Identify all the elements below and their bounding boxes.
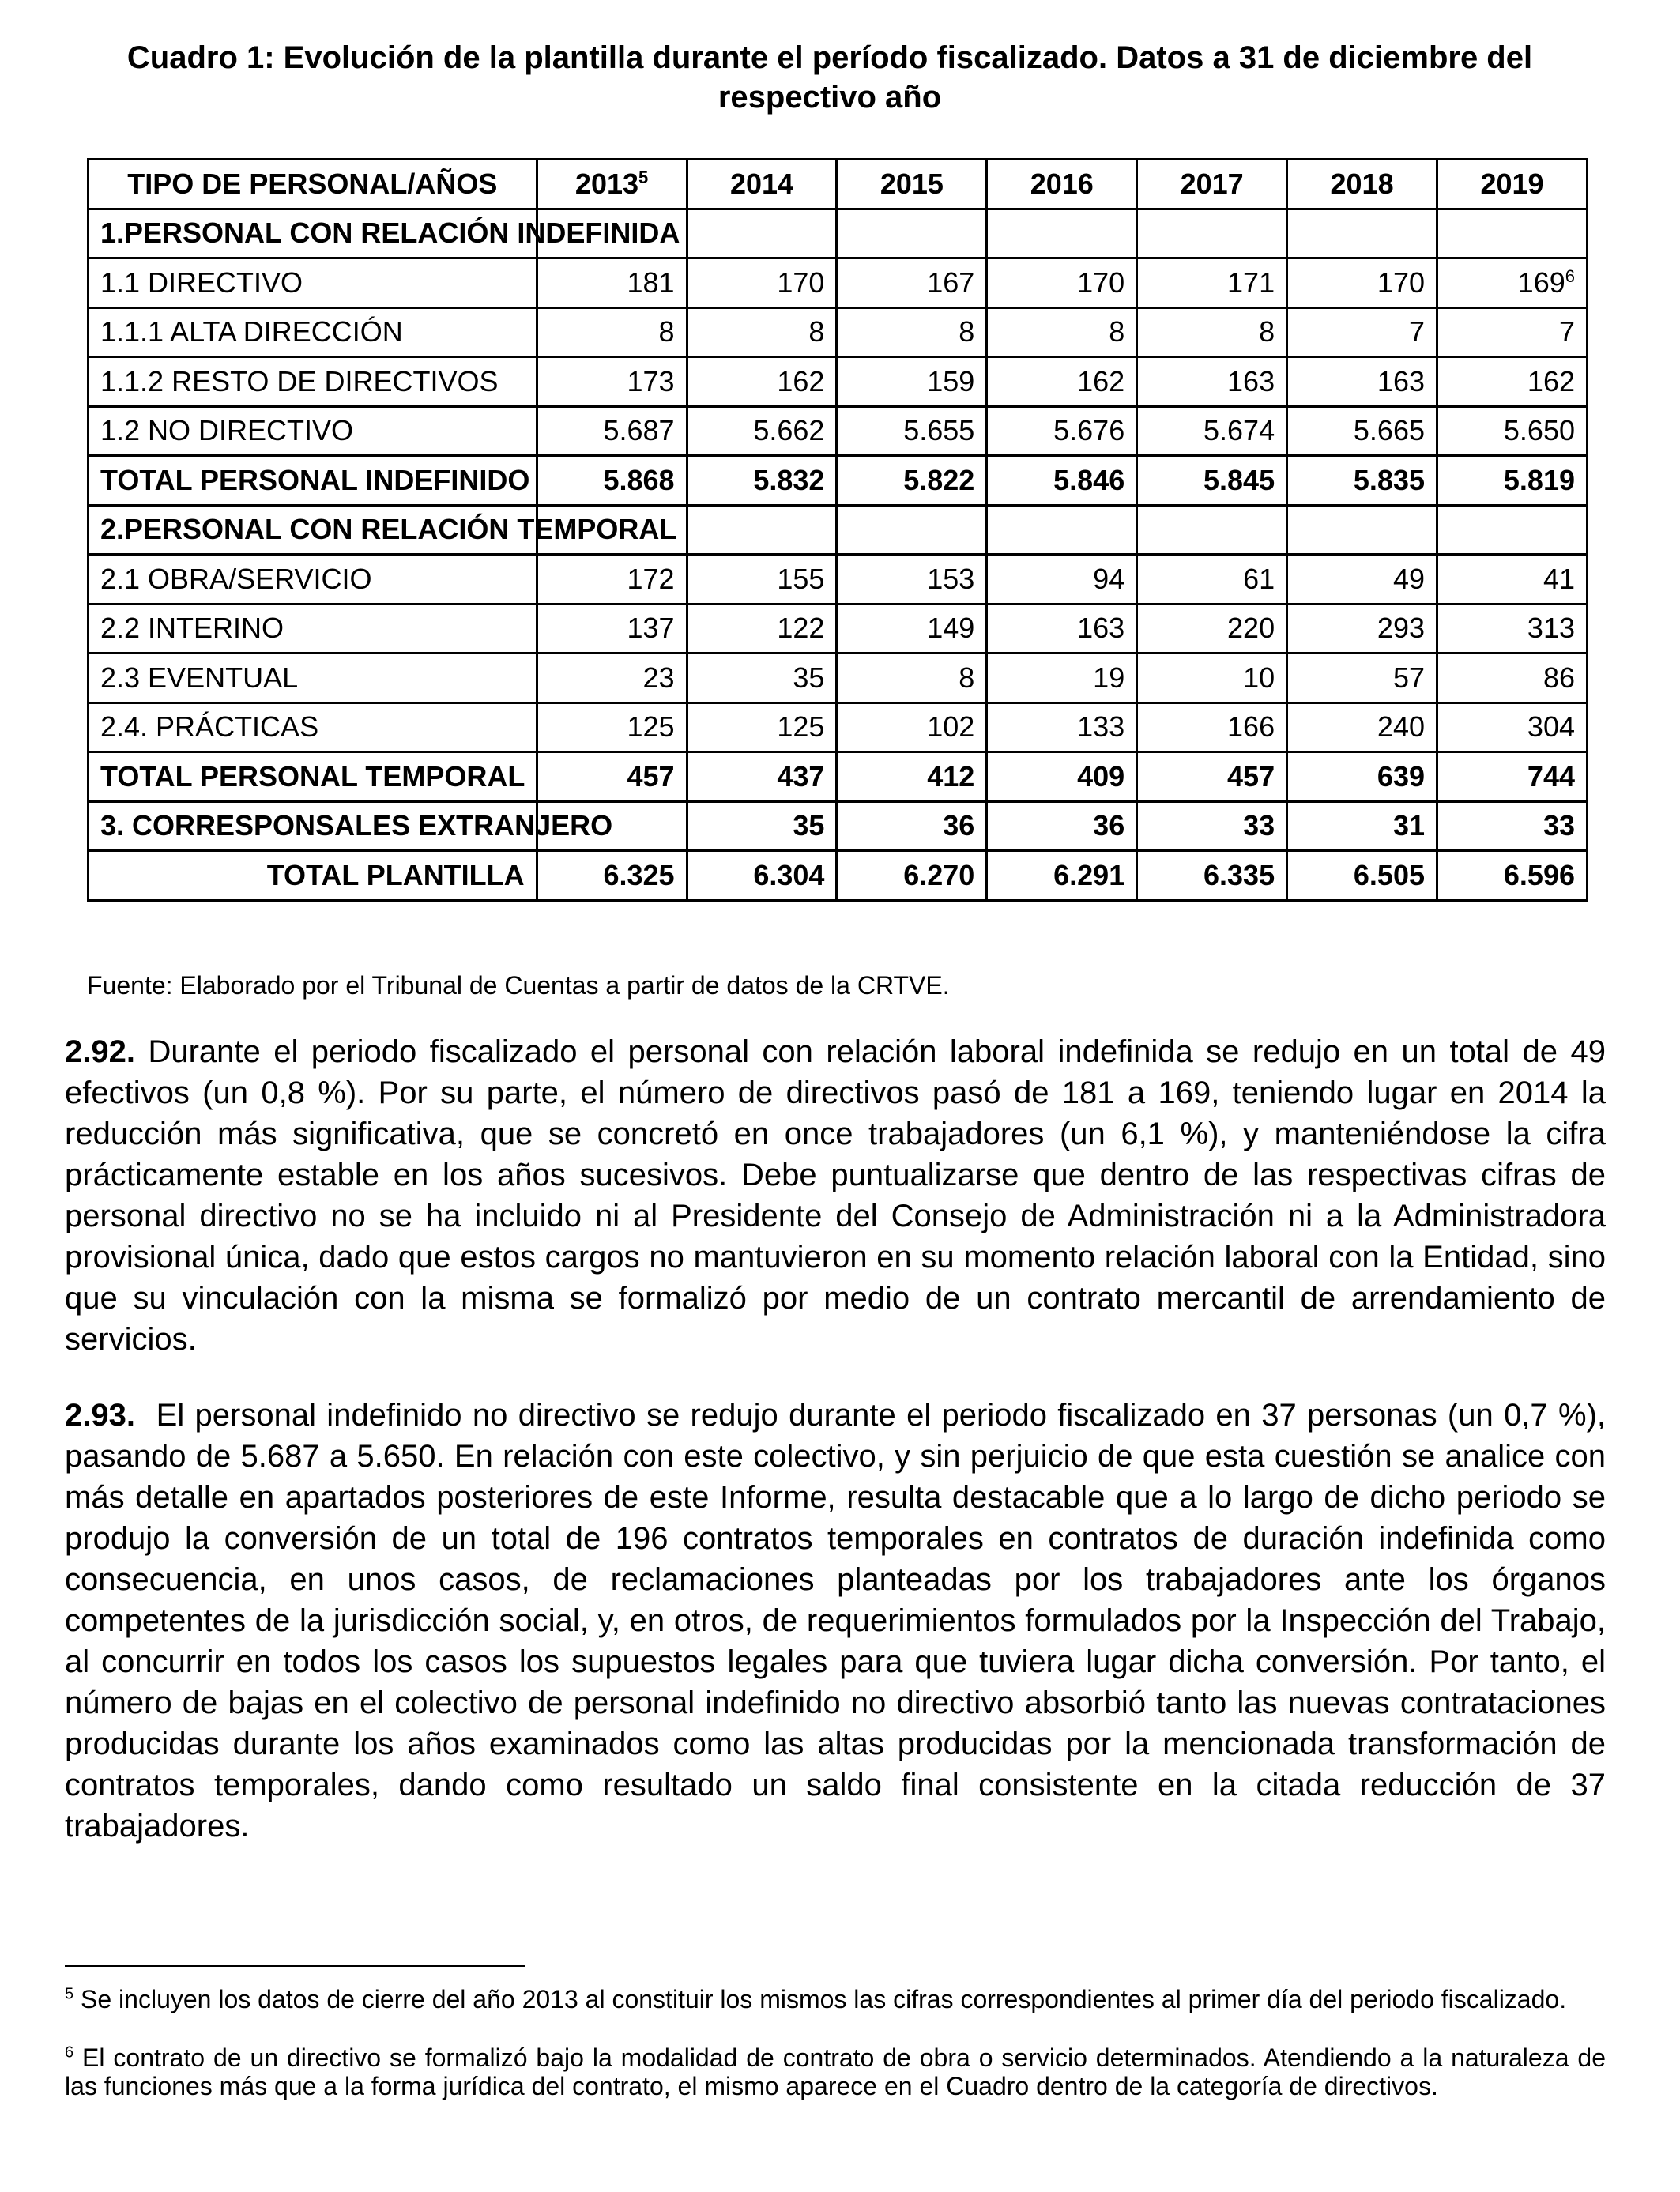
cell: 5.676	[987, 406, 1137, 456]
cell: 162	[687, 357, 837, 407]
footnote-divider	[65, 1965, 525, 1967]
cell: 457	[537, 752, 687, 802]
cell: 220	[1137, 604, 1287, 653]
cell: 409	[987, 752, 1137, 802]
cell: 5.822	[837, 456, 987, 506]
cell: 10	[1137, 653, 1287, 703]
row-label: 1.1.1 ALTA DIRECCIÓN	[89, 307, 537, 357]
cell: 102	[837, 702, 987, 752]
cell: 5.868	[537, 456, 687, 506]
cell: 125	[687, 702, 837, 752]
cell: 171	[1137, 258, 1287, 308]
cell: 240	[1287, 702, 1437, 752]
cell	[837, 505, 987, 555]
caption-lead: Cuadro 1	[126, 40, 265, 75]
header-year: 2013$^5$	[537, 160, 687, 209]
cell: 6.596	[1437, 851, 1588, 901]
cell: 41	[1437, 555, 1588, 604]
row-label: 3. CORRESPONSALES EXTRANJERO	[89, 801, 537, 851]
cell: 61	[1137, 555, 1287, 604]
table-row	[89, 604, 1588, 653]
cell: 23	[537, 653, 687, 703]
cell	[987, 505, 1137, 555]
cell: 94	[987, 555, 1137, 604]
header-year: 2014	[687, 160, 837, 209]
cell: 159	[837, 357, 987, 407]
cell: 412	[837, 752, 987, 802]
cell: 57	[1287, 653, 1437, 703]
header-year: 2019	[1437, 160, 1588, 209]
cell	[837, 209, 987, 258]
row-label: 1.2 NO DIRECTIVO	[89, 406, 537, 456]
table-row	[89, 357, 1588, 407]
header-year: 2015	[837, 160, 987, 209]
cell: 8	[537, 307, 687, 357]
cell: 8	[837, 307, 987, 357]
cell	[1437, 505, 1588, 555]
cell: 173	[537, 357, 687, 407]
table-total-row	[89, 851, 1588, 901]
cell: 31	[1287, 801, 1437, 851]
paragraph-text: Durante el periodo fiscalizado el personal con relación laboral indefinida se redujo en un total de 49 efectivos (un 0,8 %). Por su parte, el número de directivos pasó de 181 a 169, teniendo lugar en 2014 la reducción más significativa, que se concretó en once trabajadores (un 6,1 %), y manteniéndose la cifra prácticamente estable en los años sucesivos. Debe puntualizarse que dentro de las respectivas cifras de personal directivo no se ha incluido ni al Presidente del Consejo de Administración ni a la Administradora provisional única, dado que estos cargos no mantuvieron en su momento relación laboral con la Entidad, sino que su vinculación con la misma se formalizó por medio de un contrato mercantil de arrendamiento de servicios.	[65, 1034, 1606, 1357]
cell: 172	[537, 555, 687, 604]
paragraph-2-93	[65, 1395, 1606, 1847]
cell: 162	[1437, 357, 1588, 407]
cell: 170	[987, 258, 1137, 308]
footnote-ref-5: 5	[638, 167, 649, 187]
footnote-text: Se incluyen los datos de cierre del año 2013 al constituir los mismos las cifras correspondientes al primer día del periodo fiscalizado.	[81, 1985, 1567, 2013]
cell	[1137, 209, 1287, 258]
cell: 5.846	[987, 456, 1137, 506]
table-row	[89, 801, 1588, 851]
paragraph-text: El personal indefinido no directivo se redujo durante el periodo fiscalizado en 37 personas (un 0,7 %), pasando de 5.687 a 5.650. En relación con este colectivo, y sin perjuicio de que esta cuestión se analice con más detalle en apartados posteriores de este Informe, resulta destacable que a lo largo de dicho periodo se produjo la conversión de un total de 196 contratos temporales en contratos de duración indefinida como consecuencia, en unos casos, de reclamaciones planteadas por los trabajadores ante los órganos competentes de la jurisdicción social, y, en otros, de requerimientos formulados por la Inspección del Trabajo, al concurrir en todos los casos los supuestos legales para que tuviera lugar dicha conversión. Por tanto, el número de bajas en el colectivo de personal indefinido no directivo absorbió tanto las nuevas contrataciones producidas durante los años examinados como las altas producidas por la mencionada transformación de contratos temporales, dando como resultado un saldo final consistente en la citada reducción de 37 trabajadores.	[65, 1398, 1606, 1844]
row-label: 1.1.2 RESTO DE DIRECTIVOS	[89, 357, 537, 407]
row-label: 2.4. PRÁCTICAS	[89, 702, 537, 752]
table-row	[89, 307, 1588, 357]
cell: 35	[687, 653, 837, 703]
cell: 163	[987, 604, 1137, 653]
row-label: 1.1 DIRECTIVO	[89, 258, 537, 308]
cell: 8	[837, 653, 987, 703]
cell: 167	[837, 258, 987, 308]
cell: 8	[987, 307, 1137, 357]
cell: 122	[687, 604, 837, 653]
cell: 5.650	[1437, 406, 1588, 456]
table-total-row	[89, 752, 1588, 802]
cell: 33	[1137, 801, 1287, 851]
cell	[1287, 209, 1437, 258]
caption-text: : Evolución de la plantilla durante el período fiscalizado. Datos a 31 de diciembre del respectivo año	[264, 40, 1533, 115]
header-year: 2018	[1287, 160, 1437, 209]
cell: 5.832	[687, 456, 837, 506]
cell: 7	[1437, 307, 1588, 357]
cell: 6.270	[837, 851, 987, 901]
cell: 35	[687, 801, 837, 851]
row-label: 1.PERSONAL CON RELACIÓN INDEFINIDA	[89, 209, 537, 258]
cell: 155	[687, 555, 837, 604]
cell: 149	[837, 604, 987, 653]
cell: 19	[987, 653, 1137, 703]
table-row	[89, 406, 1588, 456]
cell: $169^6$	[1437, 258, 1588, 308]
table-row	[89, 505, 1588, 555]
cell: 162	[987, 357, 1137, 407]
cell: 125	[537, 702, 687, 752]
paragraph-number: 2.93.	[65, 1398, 135, 1433]
cell	[1437, 209, 1588, 258]
cell: 744	[1437, 752, 1588, 802]
cell: 5.662	[687, 406, 837, 456]
cell: 457	[1137, 752, 1287, 802]
header-year: 2017	[1137, 160, 1287, 209]
cell	[1137, 505, 1287, 555]
header-year: 2016	[987, 160, 1137, 209]
row-label: 2.1 OBRA/SERVICIO	[89, 555, 537, 604]
cell	[687, 505, 837, 555]
cell: 86	[1437, 653, 1588, 703]
footnote-6	[65, 2043, 1606, 2100]
cell: 36	[987, 801, 1137, 851]
cell: 5.665	[1287, 406, 1437, 456]
cell: 6.335	[1137, 851, 1287, 901]
cell: 170	[1287, 258, 1437, 308]
cell: 437	[687, 752, 837, 802]
cell: 170	[687, 258, 837, 308]
cell: 166	[1137, 702, 1287, 752]
table-total-row	[89, 456, 1588, 506]
cell: 5.687	[537, 406, 687, 456]
cell: 6.304	[687, 851, 837, 901]
cell: 5.655	[837, 406, 987, 456]
footnote-mark: 6	[65, 2043, 74, 2062]
paragraph-number: 2.92.	[65, 1034, 135, 1069]
table-row	[89, 555, 1588, 604]
table-row	[89, 209, 1588, 258]
cell: 639	[1287, 752, 1437, 802]
cell: 181	[537, 258, 687, 308]
cell: 7	[1287, 307, 1437, 357]
footnote-mark: 5	[65, 1985, 74, 2003]
table-row	[89, 258, 1588, 308]
row-label: TOTAL PLANTILLA	[89, 851, 537, 901]
table-source: Fuente: Elaborado por el Tribunal de Cuentas a partir de datos de la CRTVE.	[87, 971, 950, 1000]
staff-table	[87, 158, 1588, 902]
row-label: TOTAL PERSONAL TEMPORAL	[89, 752, 537, 802]
table-row	[89, 653, 1588, 703]
footnote-5	[65, 1985, 1606, 2013]
cell: 163	[1287, 357, 1437, 407]
cell: 6.505	[1287, 851, 1437, 901]
cell: 137	[537, 604, 687, 653]
cell: 5.819	[1437, 456, 1588, 506]
footnote-ref-6: 6	[1565, 266, 1575, 286]
cell: 293	[1287, 604, 1437, 653]
cell	[987, 209, 1137, 258]
table-row	[89, 702, 1588, 752]
table-header-row	[89, 160, 1588, 209]
cell: 36	[837, 801, 987, 851]
table-caption	[63, 38, 1596, 117]
cell: 163	[1137, 357, 1287, 407]
cell	[687, 209, 837, 258]
row-label: 2.PERSONAL CON RELACIÓN TEMPORAL	[89, 505, 537, 555]
cell: 49	[1287, 555, 1437, 604]
paragraph-2-92	[65, 1031, 1606, 1360]
cell: 133	[987, 702, 1137, 752]
cell: 33	[1437, 801, 1588, 851]
cell: 5.674	[1137, 406, 1287, 456]
cell: 8	[687, 307, 837, 357]
row-label: 2.2 INTERINO	[89, 604, 537, 653]
cell: 6.291	[987, 851, 1137, 901]
row-label: TOTAL PERSONAL INDEFINIDO	[89, 456, 537, 506]
cell: 6.325	[537, 851, 687, 901]
cell: 153	[837, 555, 987, 604]
cell: 5.835	[1287, 456, 1437, 506]
row-label: 2.3 EVENTUAL	[89, 653, 537, 703]
cell: 8	[1137, 307, 1287, 357]
footnote-text: El contrato de un directivo se formalizó bajo la modalidad de contrato de obra o servicio determinados. Atendiendo a la naturaleza de las funciones más que a la forma jurídica del contrato, el mismo aparece en el Cuadro dentro de la categoría de directivos.	[65, 2043, 1607, 2100]
header-label: TIPO DE PERSONAL/AÑOS	[89, 160, 537, 209]
cell: 304	[1437, 702, 1588, 752]
cell: 313	[1437, 604, 1588, 653]
cell	[1287, 505, 1437, 555]
cell: 5.845	[1137, 456, 1287, 506]
